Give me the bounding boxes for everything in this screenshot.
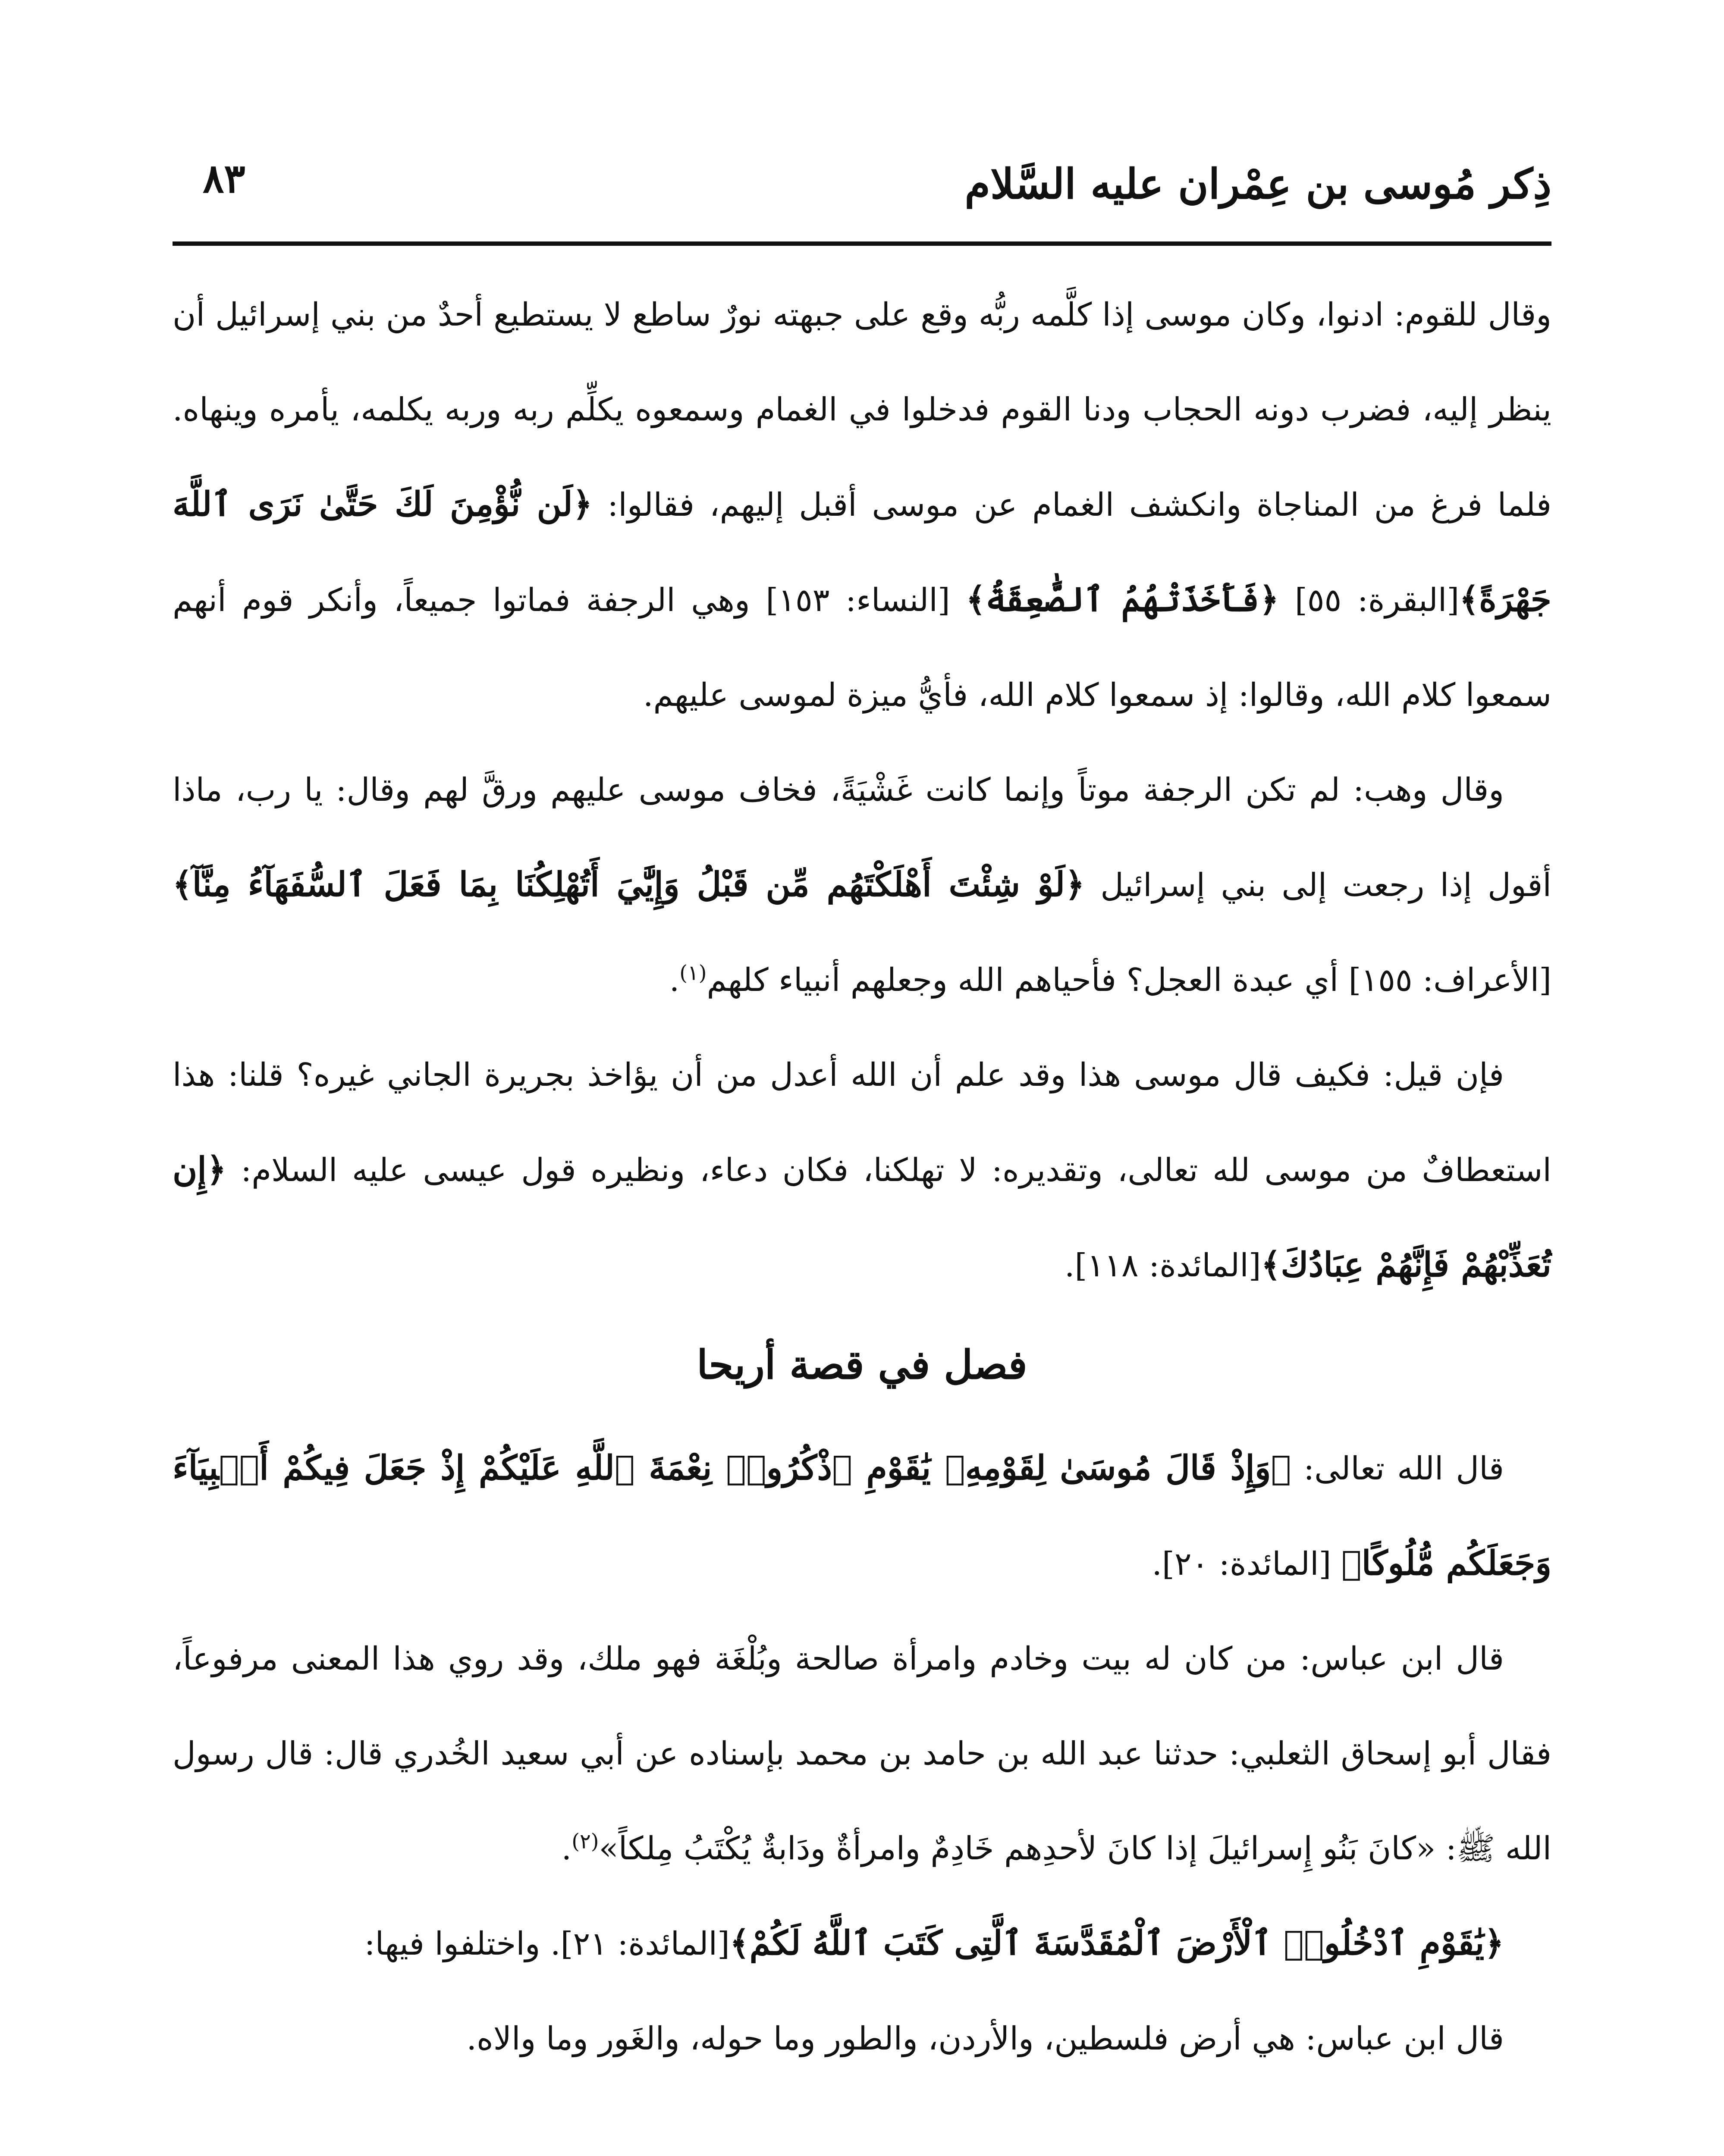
text: . [1065, 1247, 1075, 1284]
quran-verse: ﴿لَوْ شِئْتَ أَهْلَكْتَهُم مِّن قَبْلُ وَإِيَّٰيَ أَتُهْلِكُنَا بِمَا فَعَلَ ٱلسُّفَهَآءُ مِنَّآ﴾ [173, 865, 1085, 904]
text: قال ابن عباس: هي أرض فلسطين، والأردن، والطور وما حوله، والغَور وما والاه. [466, 2020, 1504, 2057]
verse-reference: [المائدة: ١١٨] [1074, 1247, 1261, 1284]
footnote-ref: (٢) [572, 1829, 599, 1854]
header-divider [173, 241, 1551, 246]
main-text [173, 267, 1551, 2086]
section-heading: فصل في قصة أريحا [697, 1341, 1027, 1388]
verse-reference: [المائدة: ٢١] [560, 1925, 730, 1962]
text: قال الله تعالى: [1291, 1450, 1504, 1487]
text: . [669, 962, 680, 999]
text: قال ابن عباس: من كان له بيت وخادم وامرأة صالحة وبُلْغَة فهو ملك، وقد روي هذا المعنى مرفوعاً، فقال أبو إسحاق الثعلبي: حدثنا عبد الله بن حامد بن محمد بإسناده عن أبي سعيد الخُدري قال: قال رسول الله ﷺ: «كانَ بَنُو إِسرائيلَ إذا كانَ لأحدِهم خَادِمٌ وامرأةٌ ودَابةٌ يُكْتَبُ مِلكاً» [173, 1640, 1551, 1867]
paragraph-6 [173, 1896, 1551, 1991]
paragraph-1 [173, 267, 1551, 743]
paragraph-3 [173, 1028, 1551, 1313]
verse-reference: [المائدة: ٢٠] [1162, 1545, 1341, 1583]
verse-reference: [الأعراف: ١٥٥] [1348, 962, 1551, 999]
verse-reference: [البقرة: ٥٥] [1279, 582, 1460, 619]
paragraph-2 [173, 743, 1551, 1028]
text: وقال وهب: لم تكن الرجفة موتاً وإنما كانت غَشْيَةً، فخاف موسى عليهم ورقَّ لهم وقال: يا رب، ماذا أقول إذا رجعت إلى بني إسرائيل [173, 771, 1551, 904]
paragraph-7 [173, 1991, 1551, 2086]
text: أي عبدة العجل؟ فأحياهم الله وجعلهم أنبياء كلهم [707, 962, 1349, 999]
quran-verse: ﴿إِن تُعَذِّبْهُمْ فَإِنَّهُمْ عِبَادُكَ﴾ [173, 1150, 1551, 1285]
text: . [1152, 1545, 1162, 1583]
paragraph-4 [173, 1421, 1551, 1611]
footnote-ref: (١) [679, 961, 707, 985]
quran-verse: ﴿لَن نُّؤْمِنَ لَكَ حَتَّىٰ نَرَى ٱللَّهَ جَهْرَةً﴾ [173, 485, 1552, 619]
text: . [561, 1830, 572, 1867]
text: . واختلفوا فيها: [364, 1925, 561, 1962]
quran-verse: ﴿فَأَخَذَتْهُمُ ٱلصَّٰعِقَةُ﴾ [966, 580, 1279, 619]
text: فإن قيل: فكيف قال موسى هذا وقد علم أن الله أعدل من أن يؤاخذ بجريرة الجاني غيره؟ قلنا: هذا استعطافٌ من موسى لله تعالى، وتقديره: لا تهلكنا، فكان دعاء، ونظيره قول عيسى عليه السلام: [173, 1056, 1551, 1189]
page-header [173, 142, 1551, 241]
paragraph-5 [173, 1611, 1551, 1896]
quran-verse: ﴿يَٰقَوْمِ ٱدْخُلُوا۟ ٱلْأَرْضَ ٱلْمُقَدَّسَةَ ٱلَّتِى كَتَبَ ٱللَّهُ لَكُمْ﴾ [729, 1924, 1504, 1963]
verse-reference: [النساء: ١٥٣] [766, 582, 966, 619]
text: وهي الرجفة فماتوا جميعاً، وأنكر قوم أنهم سمعوا كلام الله، وقالوا: إذ سمعوا كلام الله، فأيُّ ميزة لموسى عليهم. [173, 582, 1551, 714]
quran-verse: ﴿وَإِذْ قَالَ مُوسَىٰ لِقَوْمِهِۦ يَٰقَوْمِ ٱذْكُرُوا۟ نِعْمَةَ ٱللَّهِ عَلَيْكُمْ إِذْ جَعَلَ فِيكُمْ أَنۢبِيَآءَ وَجَعَلَكُم مُّلُوكًا﴾ [173, 1448, 1551, 1583]
running-title: ذِكر مُوسى بن عِمْران عليه السَّلام [964, 160, 1551, 208]
text: وقال للقوم: ادنوا، وكان موسى إذا كلَّمه ربُّه وقع على جبهته نورٌ ساطع لا يستطيع أحدٌ من بني إسرائيل أن ينظر إليه، فضرب دونه الحجاب ودنا القوم فدخلوا في الغمام وسمعوه يكلِّم ربه وربه يكلمه، يأمره وينهاه. فلما فرغ من المناجاة وانكشف الغمام عن موسى أقبل إليهم، فقالوا: [173, 296, 1551, 523]
page-number: ٨٣ [203, 155, 245, 202]
